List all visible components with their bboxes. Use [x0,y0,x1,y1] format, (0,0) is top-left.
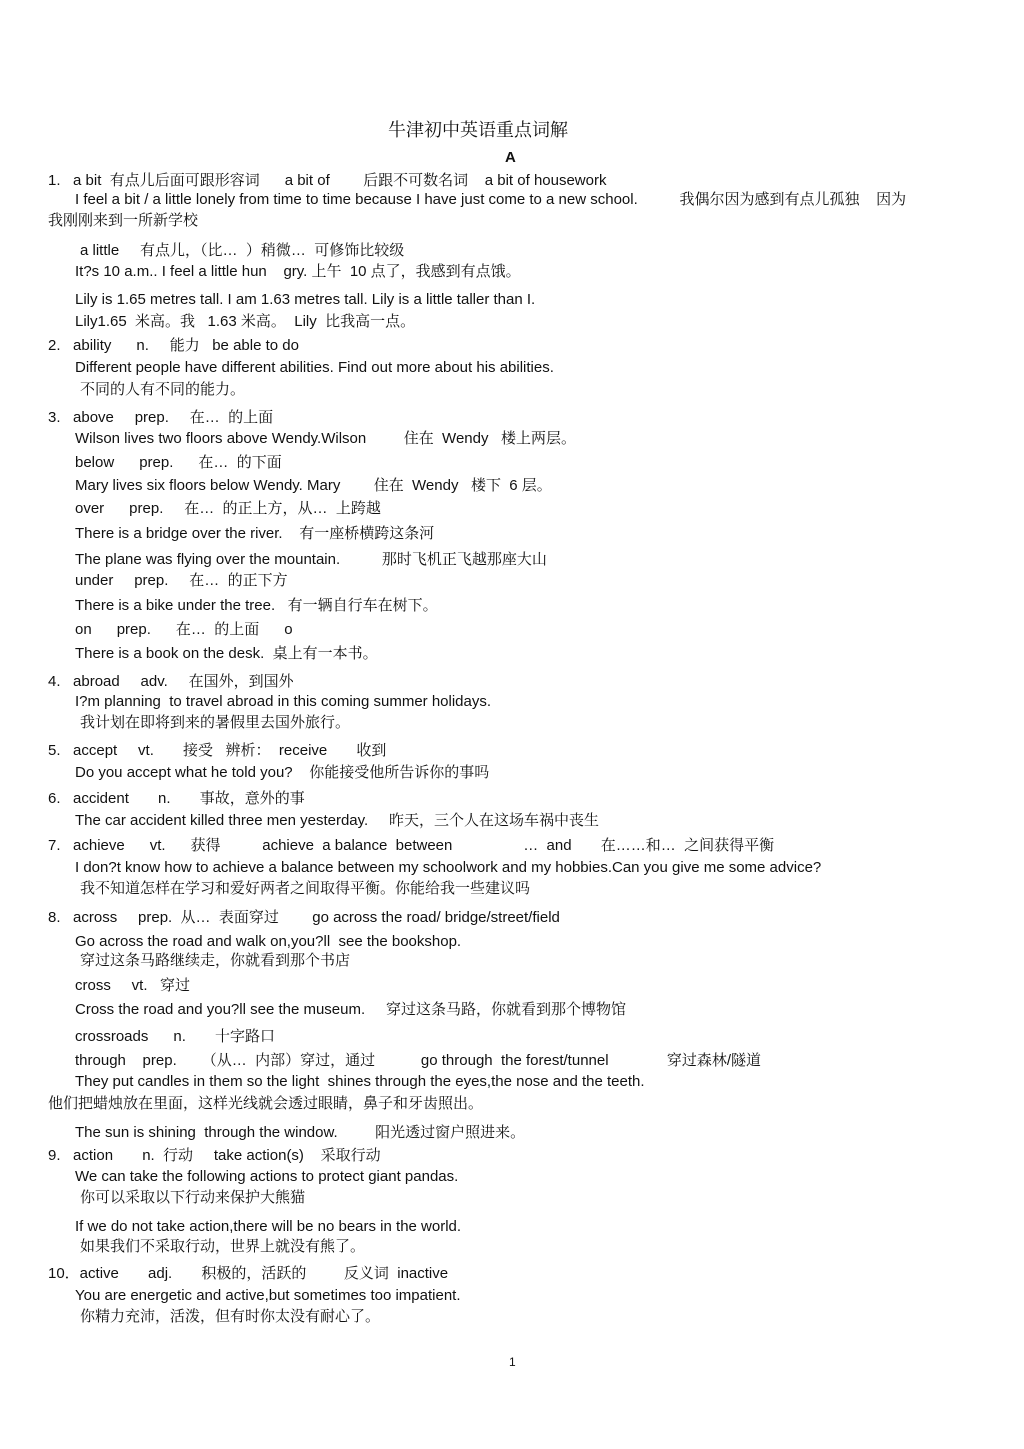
text-line: I feel a bit / a little lonely from time to time because I have just come to a new school. 我偶尔因为感到有点儿孤独 因为 [75,191,907,208]
text-line: 你精力充沛，活泼，但有时你太没有耐心了。 [80,1308,381,1325]
text-line: Do you accept what he told you? 你能接受他所告诉你的事吗 [75,764,490,781]
text-line: 3. above prep. 在… 的上面 [48,409,274,426]
text-line: The sun is shining through the window. 阳光透过窗户照进来。 [75,1124,526,1141]
text-line: 2. ability n. 能力 be able to do [48,337,299,354]
text-line: 如果我们不采取行动，世界上就没有熊了。 [80,1238,366,1255]
text-line: 穿过这条马路继续走，你就看到那个书店 [80,952,351,969]
text-line: through prep. （从… 内部）穿过，通过 go through the forest/tunnel 穿过森林/隧道 [75,1052,762,1069]
text-line: There is a bridge over the river. 有一座桥横跨这条河 [75,525,435,542]
text-line: I?m planning to travel abroad in this coming summer holidays. [75,693,492,710]
text-line: 10．active adj. 积极的，活跃的 反义词 inactive [48,1265,449,1282]
text-line: The plane was flying over the mountain. 那时飞机正飞越那座大山 [75,551,547,568]
text-line: Cross the road and you?ll see the museum. 穿过这条马路，你就看到那个博物馆 [75,1001,626,1018]
text-line: 你可以采取以下行动来保护大熊猫 [80,1189,306,1206]
text-line: crossroads n. 十字路口 [75,1028,276,1045]
text-line: Lily1.65 米高。我 1.63 米高。 Lily 比我高一点。 [75,313,416,330]
text-line: 8. across prep. 从… 表面穿过 go across the road/ bridge/street/field [48,909,560,926]
text-line: over prep. 在… 的正上方，从… 上跨越 [75,500,381,517]
text-line: Wilson lives two floors above Wendy.Wilson 住在 Wendy 楼上两层。 [75,430,576,447]
text-line: 9. action n. 行动 take action(s) 采取行动 [48,1147,381,1164]
text-line: 7. achieve vt. 获得 achieve a balance between … and 在……和… 之间获得平衡 [48,837,775,854]
text-line: a little 有点儿，（比… ）稍微… 可修饰比较级 [80,242,405,259]
text-line: 不同的人有不同的能力。 [80,381,246,398]
text-line: They put candles in them so the light shines through the eyes,the nose and the teeth. [75,1073,645,1090]
text-line: cross vt. 穿过 [75,977,191,994]
text-line: The car accident killed three men yesterday. 昨天，三个人在这场车祸中丧生 [75,812,600,829]
text-line: 他们把蜡烛放在里面，这样光线就会透过眼睛，鼻子和牙齿照出。 [48,1095,484,1112]
section-letter: A [505,149,516,166]
text-line: under prep. 在… 的正下方 [75,572,288,589]
document-title: 牛津初中英语重点词解 [388,120,568,140]
text-line: 4. abroad adv. 在国外，到国外 [48,673,294,690]
text-line: 我刚刚来到一所新学校 [48,212,199,229]
text-line: Lily is 1.65 metres tall. I am 1.63 metres tall. Lily is a little taller than I. [75,291,536,308]
text-line: 我计划在即将到来的暑假里去国外旅行。 [80,714,351,731]
text-line: Different people have different abilities. Find out more about his abilities. [75,359,554,376]
text-line: below prep. 在… 的下面 [75,454,282,471]
text-line: on prep. 在… 的上面 o [75,621,293,638]
text-line: It?s 10 a.m.. I feel a little hun gry. 上午 10 点了，我感到有点饿。 [75,263,521,280]
text-line: I don?t know how to achieve a balance between my schoolwork and my hobbies.Can you give me some advice? [75,859,822,876]
text-line: 1. a bit 有点儿后面可跟形容词 a bit of 后跟不可数名词 a bit of housework [48,172,607,189]
text-line: 5. accept vt. 接受 辨析： receive 收到 [48,742,387,759]
text-line: There is a bike under the tree. 有一辆自行车在树下。 [75,597,438,614]
text-line: 6. accident n. 事故，意外的事 [48,790,305,807]
page-number: 1 [509,1355,516,1369]
text-line: You are energetic and active,but sometimes too impatient. [75,1287,461,1304]
text-line: We can take the following actions to protect giant pandas. [75,1168,459,1185]
text-line: Mary lives six floors below Wendy. Mary 住在 Wendy 楼下 6 层。 [75,477,552,494]
text-line: 我不知道怎样在学习和爱好两者之间取得平衡。你能给我一些建议吗 [80,880,531,897]
text-line: If we do not take action,there will be no bears in the world. [75,1218,462,1235]
text-line: There is a book on the desk. 桌上有一本书。 [75,645,378,662]
text-line: Go across the road and walk on,you?ll see the bookshop. [75,933,462,950]
